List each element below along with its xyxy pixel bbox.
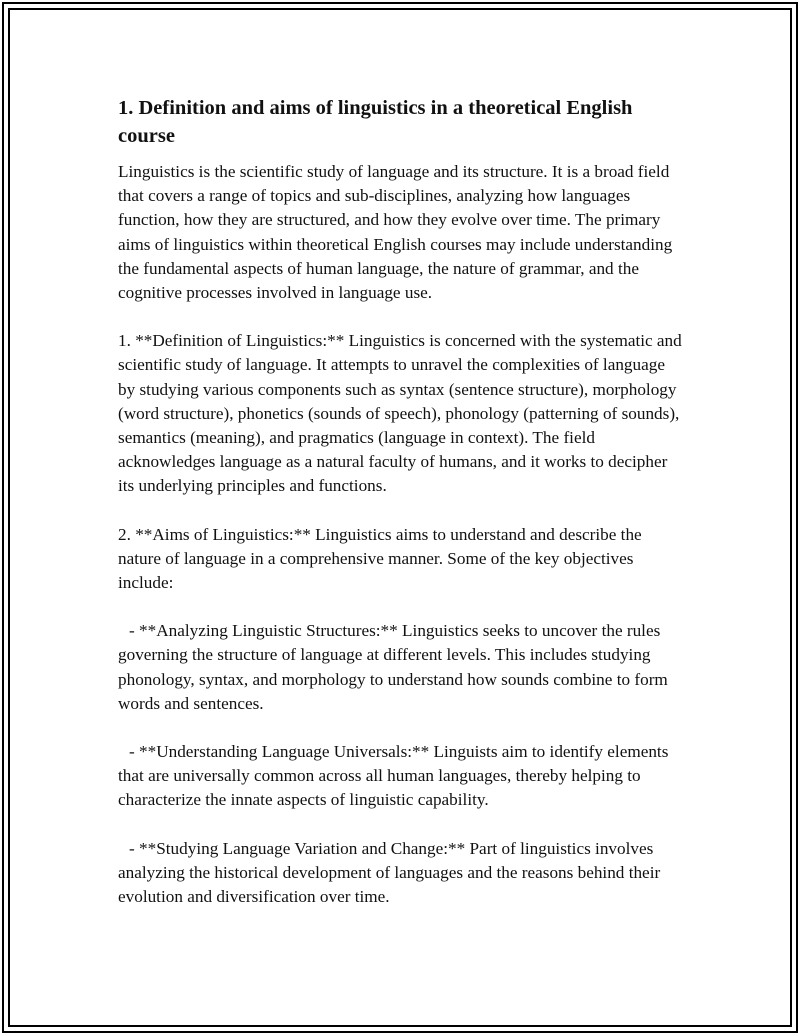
definition-paragraph: 1. **Definition of Linguistics:** Linguistics is concerned with the systematic and scientific study of language. It attempts to unravel the complexities of language by studying various components such as syntax (sentence structure), morphology (word structure), phonetics (sounds of speech), phonology (patterning of sounds), semantics (meaning), and pragmatics (language in context). The field acknowledges language as a natural faculty of humans, and it works to decipher its underlying principles and functions. xyxy=(118,331,682,496)
aim-structures-item: - **Analyzing Linguistic Structures:** Linguistics seeks to uncover the rules governing the structure of language at different levels. This includes studying phonology, syntax, and morphology to understand how sounds combine to form words and sentences. xyxy=(118,621,668,713)
aim-universals-item: - **Understanding Language Universals:** Linguists aim to identify elements that are universally common across all human languages, thereby helping to characterize the innate aspects of linguistic capability. xyxy=(118,742,669,810)
aim-variation-item: - **Studying Language Variation and Change:** Part of linguistics involves analyzing the historical development of languages and the reasons behind their evolution and diversification over time. xyxy=(118,838,661,907)
document-title: 1. Definition and aims of linguistics in a theoretical English course xyxy=(118,97,633,147)
document-body xyxy=(118,94,684,933)
intro-paragraph: Linguistics is the scientific study of language and its structure. It is a broad field that covers a range of topics and sub-disciplines, analyzing how languages function, how they are structured, and how they evolve over time. The primary aims of linguistics within theoretical English courses may include understanding the fundamental aspects of human language, the nature of grammar, and the cognitive processes involved in language use. xyxy=(118,162,673,303)
aims-paragraph: 2. **Aims of Linguistics:** Linguistics aims to understand and describe the nature of language in a comprehensive manner. Some of the key objectives include: xyxy=(118,524,642,593)
